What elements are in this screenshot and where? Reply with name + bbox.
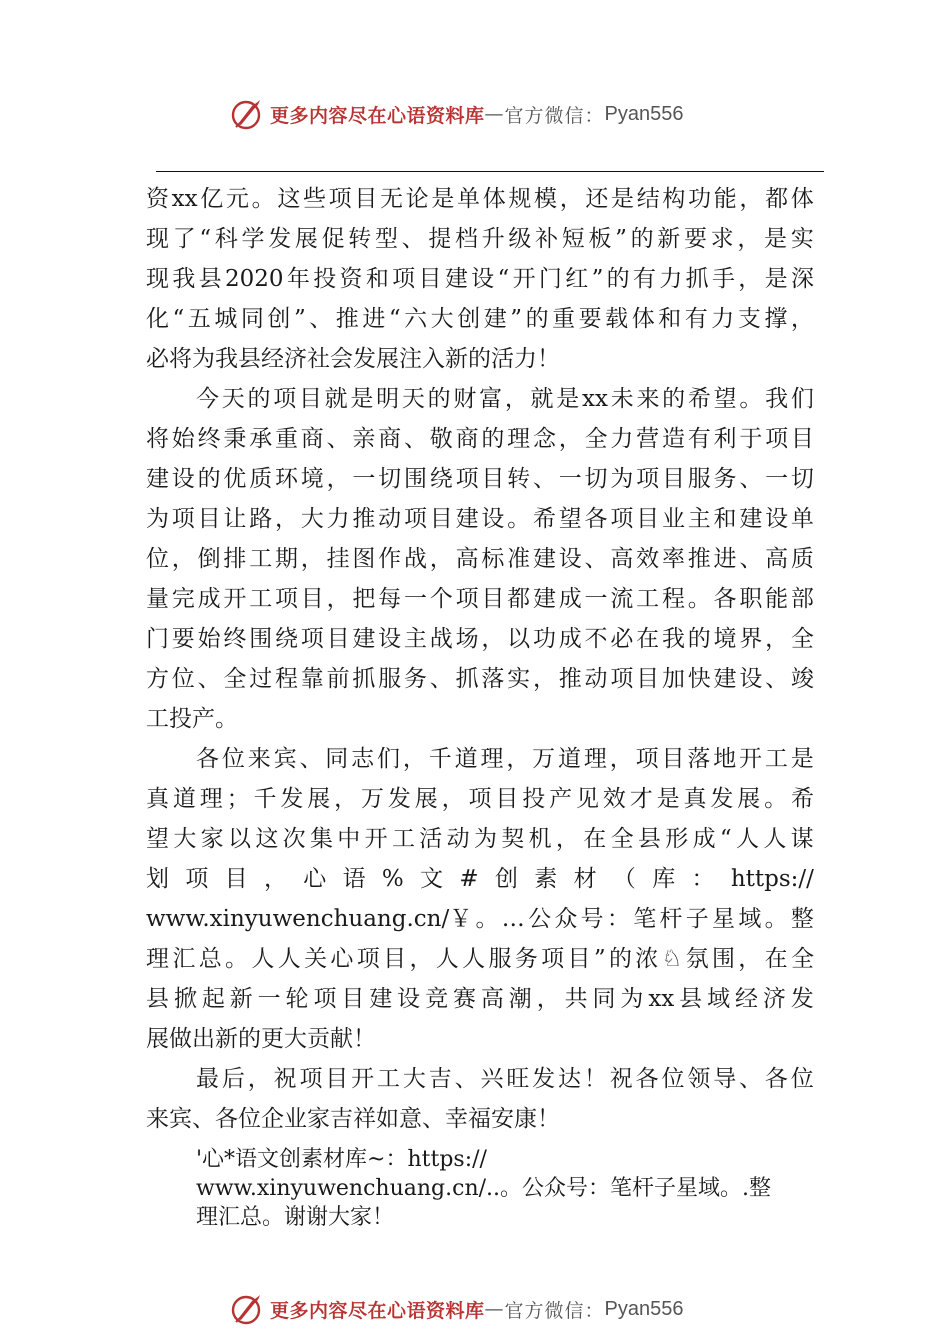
- document-body: [146, 179, 814, 1232]
- paragraph-3: [146, 739, 814, 1059]
- text-line: www.xinyuwenchuang.cn/￥ 。 … 公 众 号 ： 笔 杆 子 星 域 。 整: [146, 906, 814, 932]
- text-line: 工投产。: [146, 706, 238, 732]
- text-line: 必将为我县经济社会发展注入新的活力！: [146, 346, 560, 372]
- text-line: 为 项 目 让 路 ， 大 力 推 动 项 目 建 设 。 希 望 各 项 目 业 主 和 建 设 单: [146, 506, 814, 532]
- quill-logo-icon: [230, 97, 264, 131]
- header-wechat-id: Pyan556: [604, 102, 684, 125]
- text-line: 理 汇 总 。 人 人 关 心 项 目 ， 人 人 服 务 项 目 ” 的 浓 ♘ 氛 围 ， 在 全: [146, 946, 814, 972]
- text-line: 真 道 理 ； 千 发 展 ， 万 发 展 ， 项 目 投 产 见 效 才 是 真 发 展 。 希: [146, 786, 814, 812]
- text-line: 方 位 、 全 过 程 靠 前 抓 服 务 、 抓 落 实 ， 推 动 项 目 加 快 建 设 、 竣: [146, 666, 814, 692]
- paragraph-4: [146, 1059, 814, 1139]
- note-line: www.xinyuwenchuang.cn/..。公众号：笔杆子星域。.整: [196, 1176, 772, 1201]
- page-footer: [230, 1289, 684, 1329]
- text-line: 化 “ 五 城 同 创 ” 、 推 进 “ 六 大 创 建 ” 的 重 要 载 体 和 有 力 支 撑 ，: [146, 306, 814, 332]
- header-divider: [156, 171, 824, 172]
- header-dash: —: [484, 103, 505, 125]
- text-line: 量 完 成 开 工 项 目 ， 把 每 一 个 项 目 都 建 成 一 流 工 程 。 各 职 能 部: [146, 586, 814, 612]
- text-line: 今 天 的 项 目 就 是 明 天 的 财 富 ， 就 是 xx 未 来 的 希 望 。 我 们: [196, 386, 814, 412]
- text-line: 位 ， 倒 排 工 期 ， 挂 图 作 战 ， 高 标 准 建 设 、 高 效 率 推 进 、 高 质: [146, 546, 814, 572]
- header-site-name: 更多内容尽在心语资料库: [270, 104, 485, 127]
- text-line: 划 项 目 ， 心 语 % 文 # 创 素 材 （ 库 ： https://: [146, 866, 814, 892]
- footer-dash: —: [484, 1298, 505, 1320]
- footer-site-name: 更多内容尽在心语资料库: [270, 1299, 485, 1322]
- paragraph-2: [146, 379, 814, 739]
- page-header: [230, 94, 684, 134]
- text-line: 将 始 终 秉 承 重 商 、 亲 商 、 敬 商 的 理 念 ， 全 力 营 造 有 利 于 项 目: [146, 426, 814, 452]
- footer-wechat-id: Pyan556: [604, 1297, 684, 1320]
- paragraph-1: [146, 179, 814, 379]
- text-line: 县 掀 起 新 一 轮 项 目 建 设 竞 赛 高 潮 ， 共 同 为 xx 县 域 经 济 发: [146, 986, 814, 1012]
- text-line: 展做出新的更大贡献！: [146, 1026, 376, 1052]
- note-line: 理汇总。谢谢大家！: [196, 1205, 395, 1230]
- text-line: 建 设 的 优 质 环 境 ， 一 切 围 绕 项 目 转 、 一 切 为 项 目 服 务 、 一 切: [146, 466, 814, 492]
- text-line: 资 xx 亿 元 。 这 些 项 目 无 论 是 单 体 规 模 ， 还 是 结 构 功 能 ， 都 体: [146, 186, 814, 212]
- text-line: 最 后 ， 祝 项 目 开 工 大 吉 、 兴 旺 发 达 ！ 祝 各 位 领 导 、 各 位: [196, 1066, 814, 1092]
- text-line: 来宾、各位企业家吉祥如意、幸福安康！: [146, 1106, 560, 1132]
- text-line: 现 我 县 2020 年 投 资 和 项 目 建 设 “ 开 门 红 ” 的 有 力 抓 手 ， 是 深: [146, 266, 814, 292]
- closing-note: [146, 1145, 814, 1232]
- text-line: 望 大 家 以 这 次 集 中 开 工 活 动 为 契 机 ， 在 全 县 形 成 “ 人 人 谋: [146, 826, 814, 852]
- note-line: '心*语文创素材库~：https://: [196, 1147, 487, 1172]
- footer-wechat-label: 官方微信：: [504, 1299, 605, 1322]
- quill-logo-icon: [230, 1292, 264, 1326]
- text-line: 现 了 “ 科 学 发 展 促 转 型 、 提 档 升 级 补 短 板 ” 的 新 要 求 ， 是 实: [146, 226, 814, 252]
- text-line: 各 位 来 宾 、 同 志 们 ， 千 道 理 ， 万 道 理 ， 项 目 落 地 开 工 是: [196, 746, 814, 772]
- text-line: 门 要 始 终 围 绕 项 目 建 设 主 战 场 ， 以 功 成 不 必 在 我 的 境 界 ， 全: [146, 626, 814, 652]
- header-wechat-label: 官方微信：: [504, 104, 605, 127]
